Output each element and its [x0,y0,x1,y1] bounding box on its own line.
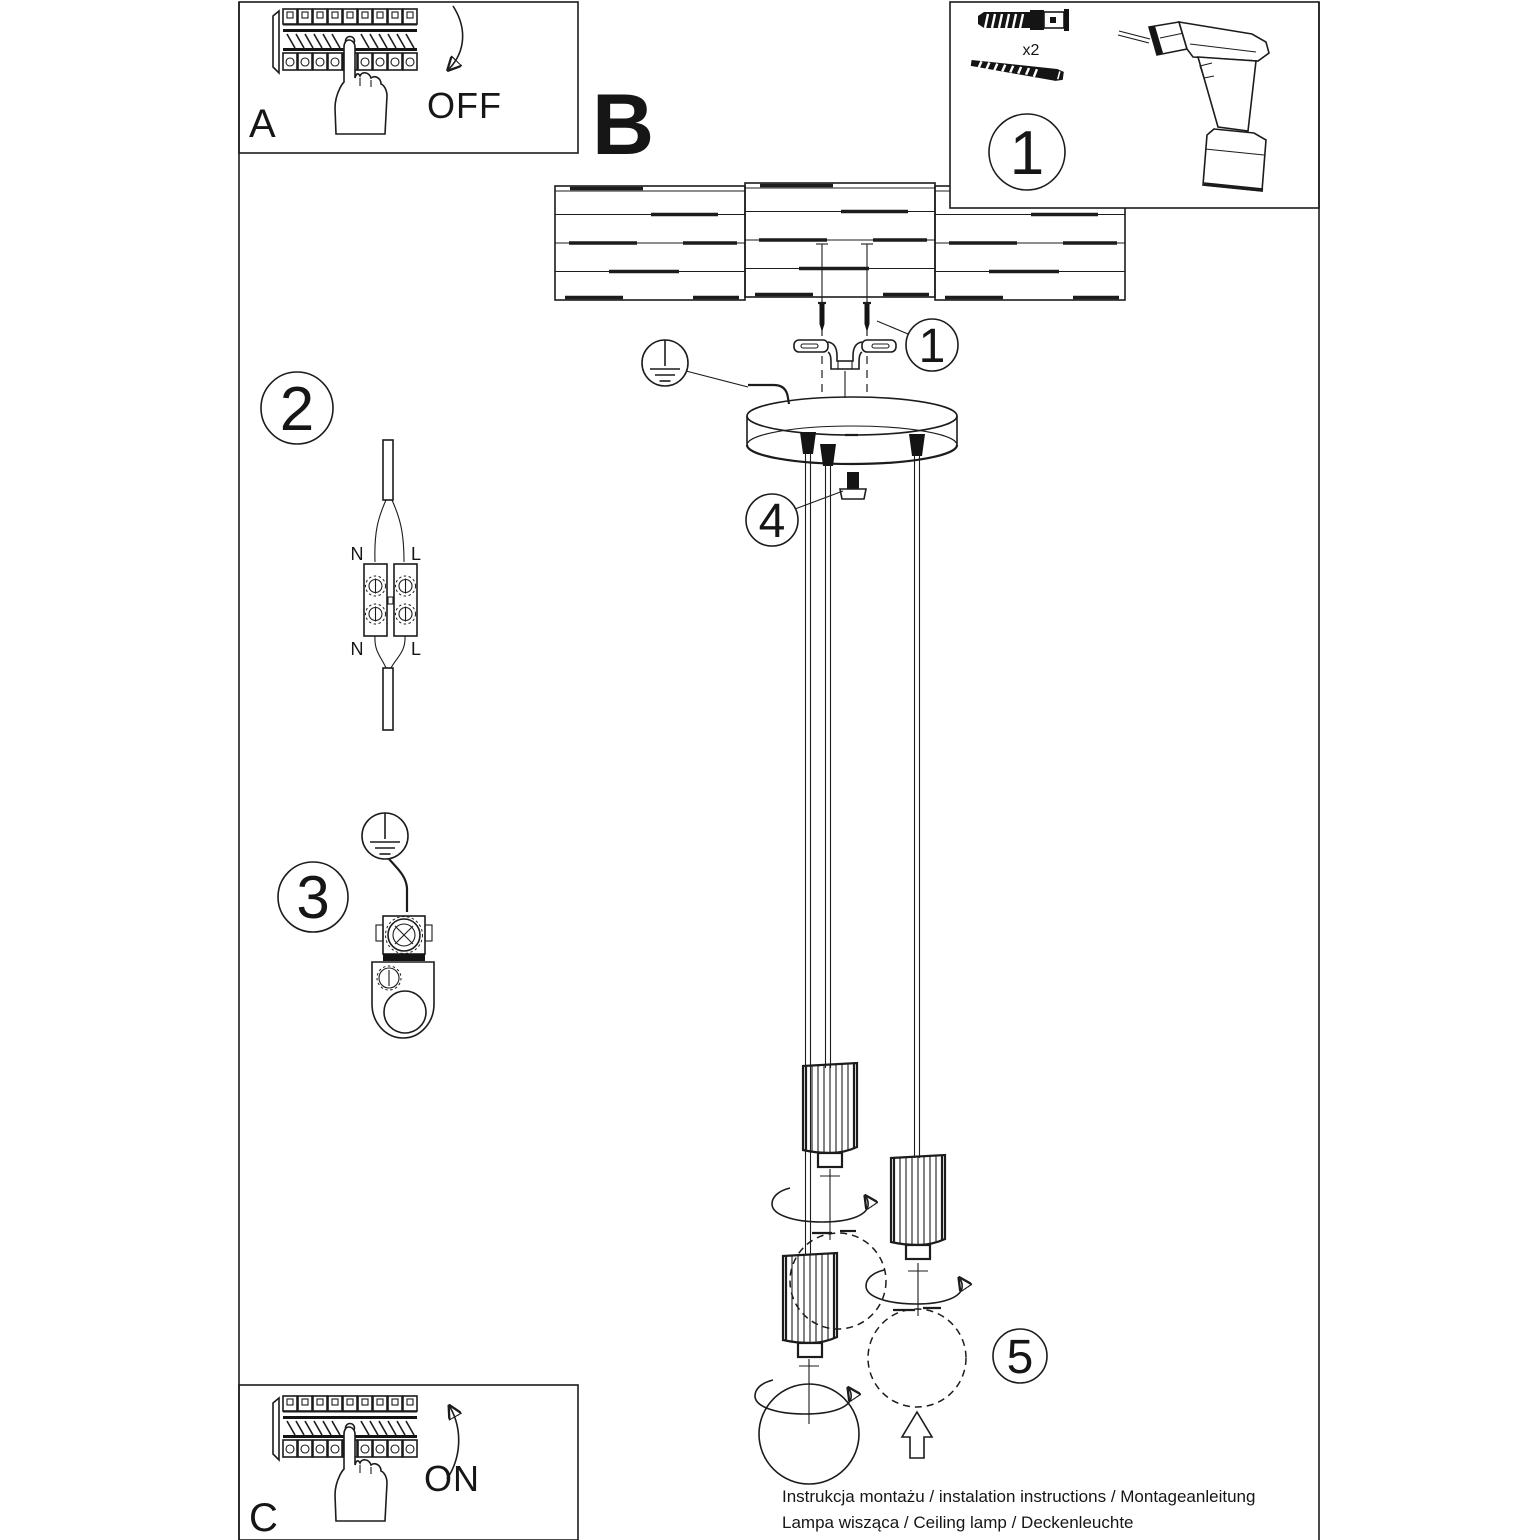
ceiling-drill-marks [816,244,873,300]
tools-step-number: 1 [1009,119,1045,188]
footer-line-1: Instrukcja montażu / instalation instructions / Montageanleitung [782,1487,1256,1506]
rotation-arrow-1 [772,1169,868,1240]
ground-icon [642,340,688,386]
ground-step-badge [278,862,348,932]
off-label: OFF [427,85,502,126]
on-label: ON [424,1458,480,1499]
canopy-screw-callout-number: 4 [758,495,786,548]
bulb-callout-number: 5 [1006,1331,1034,1384]
power-off-panel [239,2,578,153]
wiring-step-number: 2 [279,375,315,444]
lamp-cable [383,668,393,730]
wall-plug-icon [978,9,1069,31]
anchor-quantity-label: x2 [1022,42,1040,59]
lamp-holder-3 [891,1155,945,1259]
terminal-label-bottom-l: L [410,639,422,659]
ground-connector-diagram [278,813,434,1038]
terminal-label-top-l: L [410,544,422,564]
power-on-frame [239,1385,578,1540]
canopy-ground [642,340,789,404]
supply-cable [383,440,393,500]
ground-icon [362,813,408,859]
mounting-bracket [794,340,896,398]
terminal-label-top-n: N [350,544,364,564]
terminal-label-bottom-n: N [350,639,364,659]
canopy-screw [840,472,866,499]
rotation-arrow-3 [866,1263,962,1316]
section-letter-b: B [592,77,655,173]
terminal-block [364,564,417,636]
ground-step-number: 3 [296,864,330,931]
pendant-cables [806,452,920,1255]
bulb-callout [993,1329,1047,1384]
power-on-panel [239,1385,578,1540]
tools-box [950,2,1319,208]
ceiling-canopy [747,397,957,464]
ground-terminal [372,916,434,1038]
bracket-callout-number: 1 [918,320,946,373]
canopy-screw-callout [746,491,843,548]
lamp-holder-1 [803,1063,857,1167]
panel-letter-c: C [249,1496,278,1540]
insert-up-arrow-icon [902,1412,932,1458]
wiring-step-badge [261,372,333,444]
footer-line-2: Lampa wisząca / Ceiling lamp / Deckenleuchte [782,1513,1134,1532]
glass-globe-3 [868,1309,966,1407]
page-frame [239,2,1319,1540]
wiring-diagram [261,372,421,730]
panel-letter-a: A [249,102,276,146]
